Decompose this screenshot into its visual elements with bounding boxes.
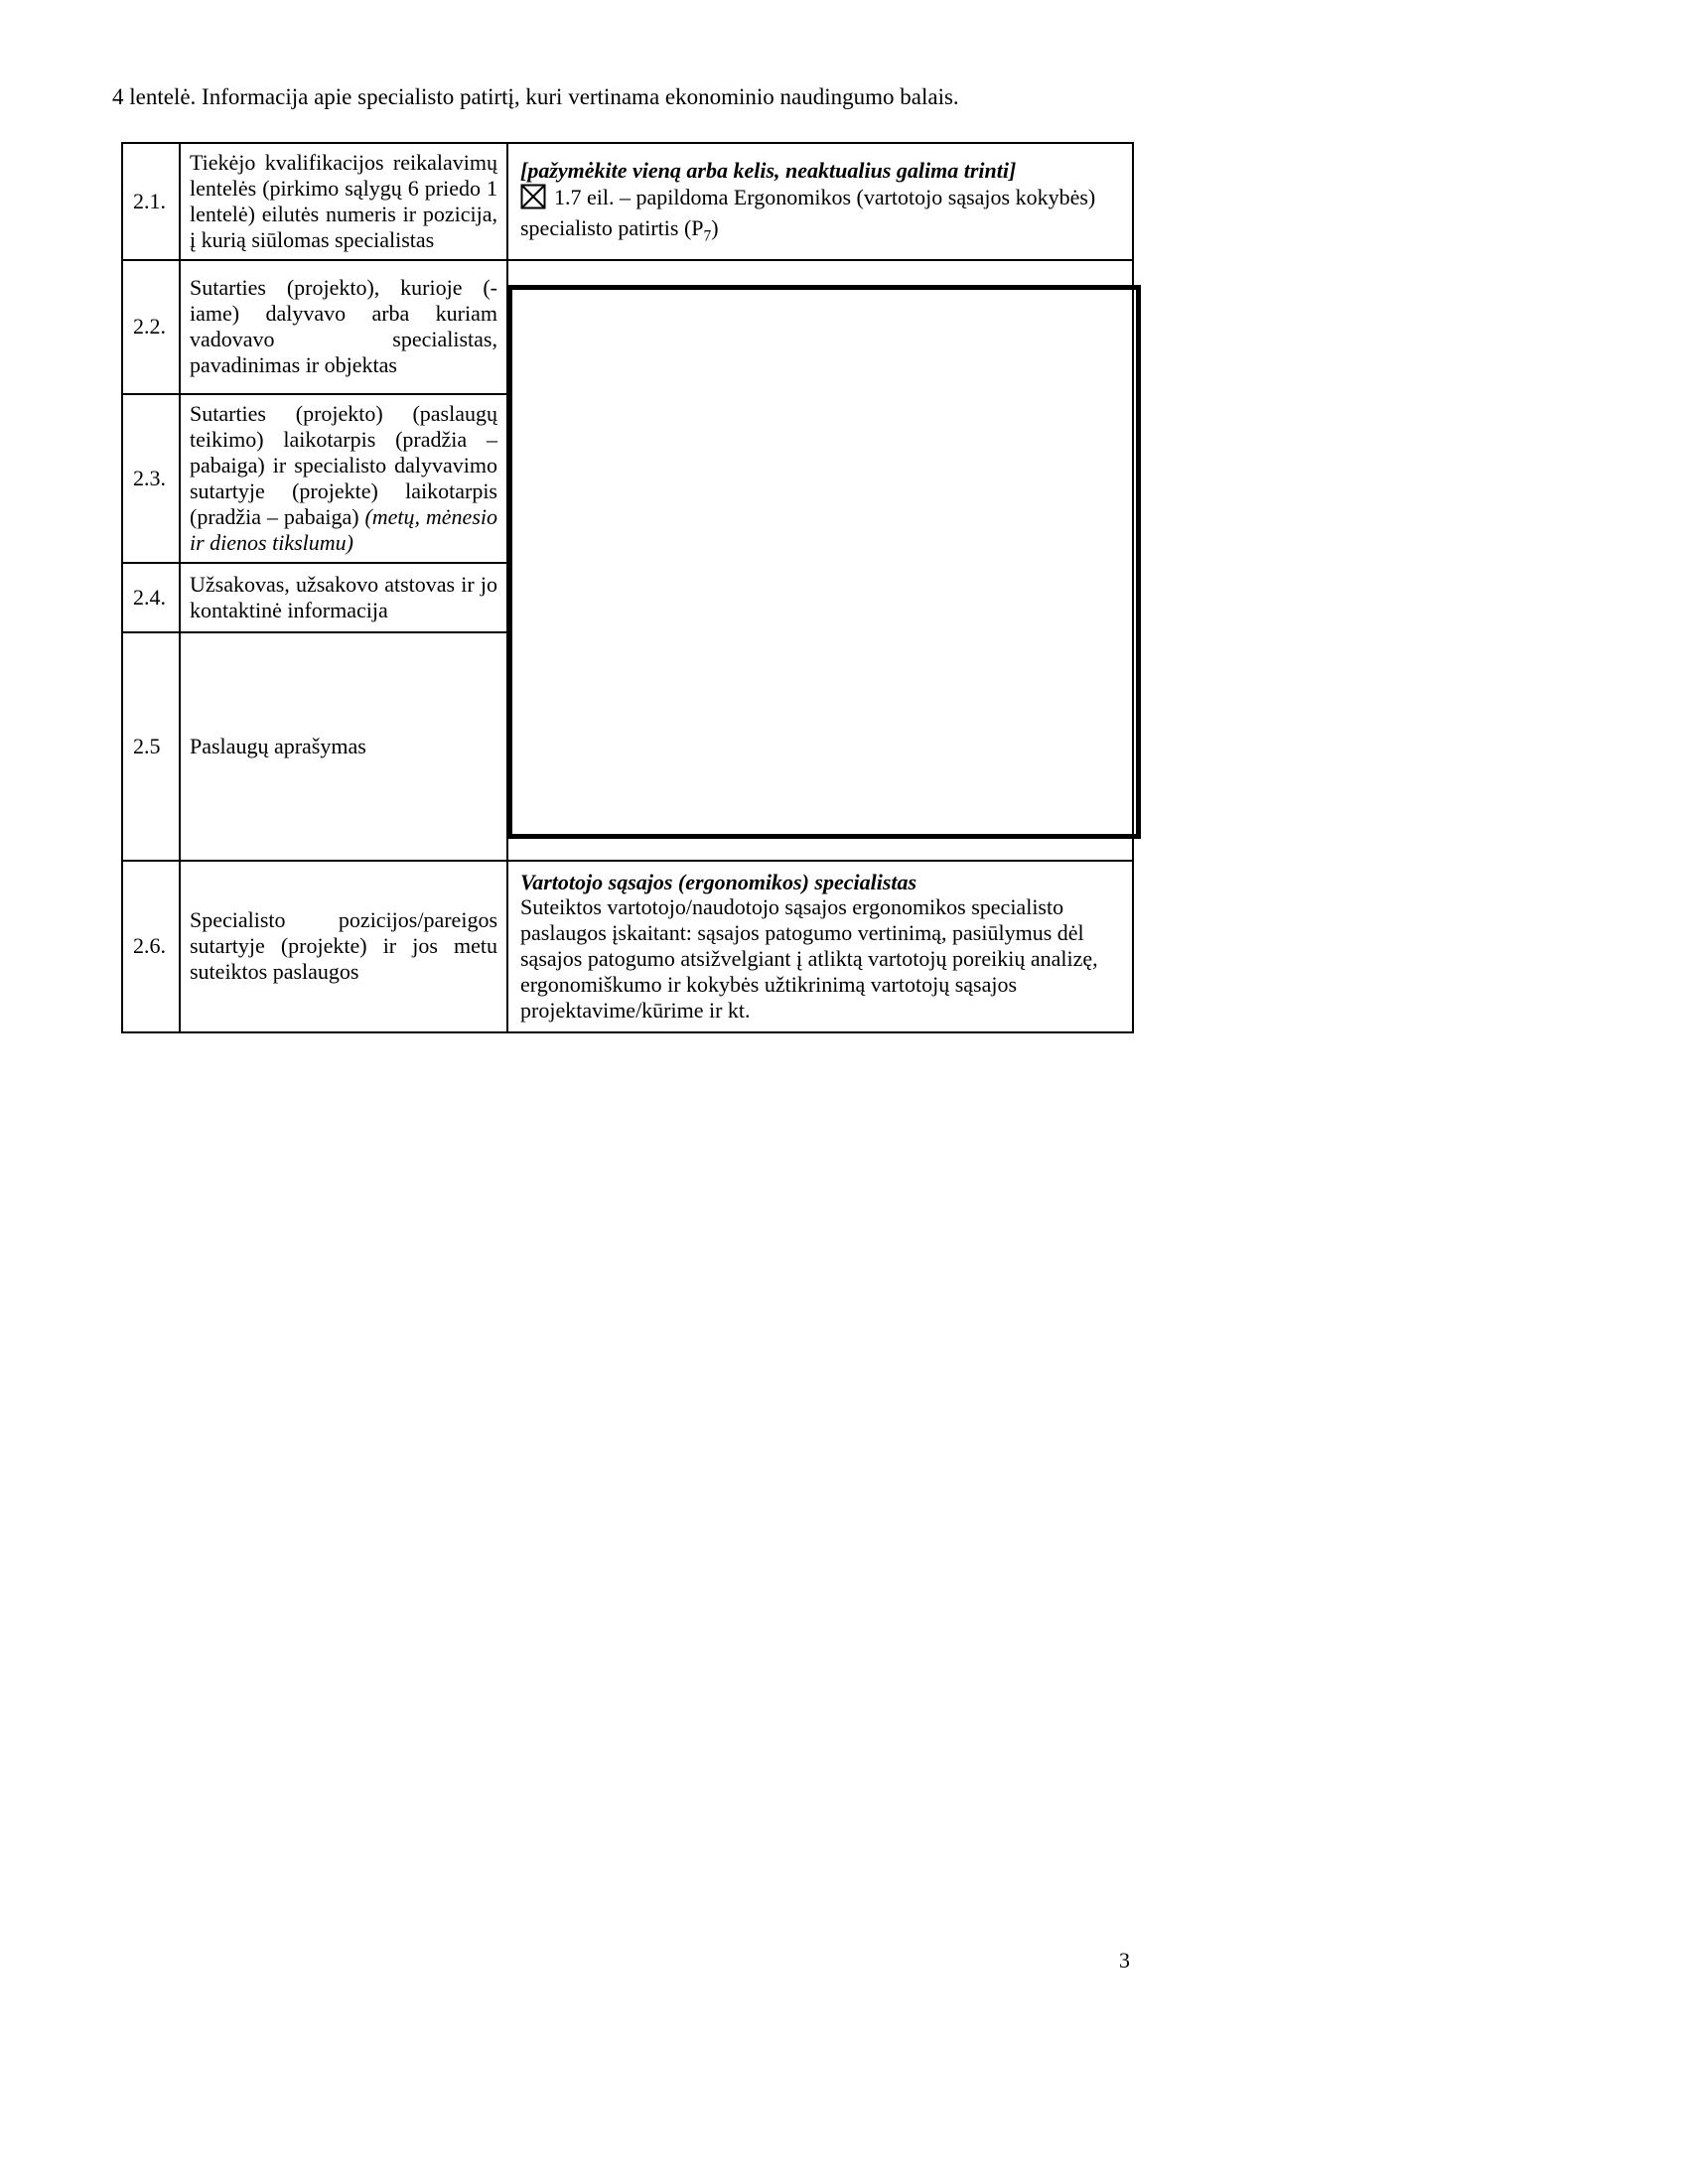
row-content-2-1 — [507, 143, 1133, 260]
row-label-2-5: Paslaugų aprašymas — [180, 632, 507, 861]
row-number-2-1: 2.1. — [122, 143, 180, 260]
table-row-2-1 — [122, 143, 1133, 260]
row-content-2-6 — [507, 861, 1133, 1033]
checked-checkbox-icon — [520, 184, 546, 215]
mark-instruction-text: [pažymėkite vieną arba kelis, neaktualius galima trinti] — [520, 157, 1017, 183]
row-label-2-3-text: Sutarties (projekto) (paslaugų teikimo) laikotarpis (pradžia – pabaiga) ir specialisto dalyvavimo sutartyje (projekte) laikotarpis (pradžia – pabaiga) — [190, 400, 497, 529]
row-number-2-4: 2.4. — [122, 563, 180, 632]
option-text: 1.7 eil. – papildoma Ergonomikos (vartotojo sąsajos kokybės) specialisto patirtis (P — [520, 184, 1096, 240]
answer-area-cell — [507, 260, 1133, 861]
page-number: 3 — [1119, 1948, 1130, 1973]
table-row-2-6 — [122, 861, 1133, 1033]
row-number-2-6: 2.6. — [122, 861, 180, 1033]
row-label-2-3 — [180, 394, 507, 563]
row-number-2-3: 2.3. — [122, 394, 180, 563]
row-number-2-2: 2.2. — [122, 260, 180, 394]
row-number-2-5: 2.5 — [122, 632, 180, 861]
document-title: 4 lentelė. Informacija apie specialisto patirtį, kuri vertinama ekonominio naudingumo balais. — [112, 84, 959, 109]
table-row-2-2 — [122, 260, 1133, 394]
empty-answer-box — [507, 285, 1141, 839]
specialist-experience-table — [121, 142, 1134, 1033]
specialist-services-description: Suteiktos vartotojo/naudotojo sąsajos ergonomikos specialisto paslaugos įskaitant: sąsajos patogumo vertinimą, pasiūlymus dėl sąsajos patogumo atsižvelgiant į atliktą vartotojų poreikių analizę, ergonomiškumo ir kokybės užtikrinimą vartotojų sąsajos projektavime/kūrime ir kt. — [520, 894, 1098, 1024]
specialist-role-heading: Vartotojo sąsajos (ergonomikos) specialistas — [520, 869, 917, 894]
option-text-subscript: 7 — [703, 226, 712, 244]
row-label-2-2: Sutarties (projekto), kurioje (-iame) dalyvavo arba kuriam vadovavo specialistas, pavadinimas ir objektas — [180, 260, 507, 394]
option-line — [520, 184, 1120, 246]
row-label-2-3-italic: (metų, mėnesio ir dienos tikslumu) — [190, 503, 497, 555]
row-label-2-4: Užsakovas, užsakovo atstovas ir jo kontaktinė informacija — [180, 563, 507, 632]
option-text-close: ) — [711, 214, 719, 240]
row-label-2-6: Specialisto pozicijos/pareigos sutartyje (projekte) ir jos metu suteiktos paslaugos — [180, 861, 507, 1033]
row-label-2-1: Tiekėjo kvalifikacijos reikalavimų lentelės (pirkimo sąlygų 6 priedo 1 lentelė) eilutės numeris ir pozicija, į kurią siūlomas specialistas — [180, 143, 507, 260]
